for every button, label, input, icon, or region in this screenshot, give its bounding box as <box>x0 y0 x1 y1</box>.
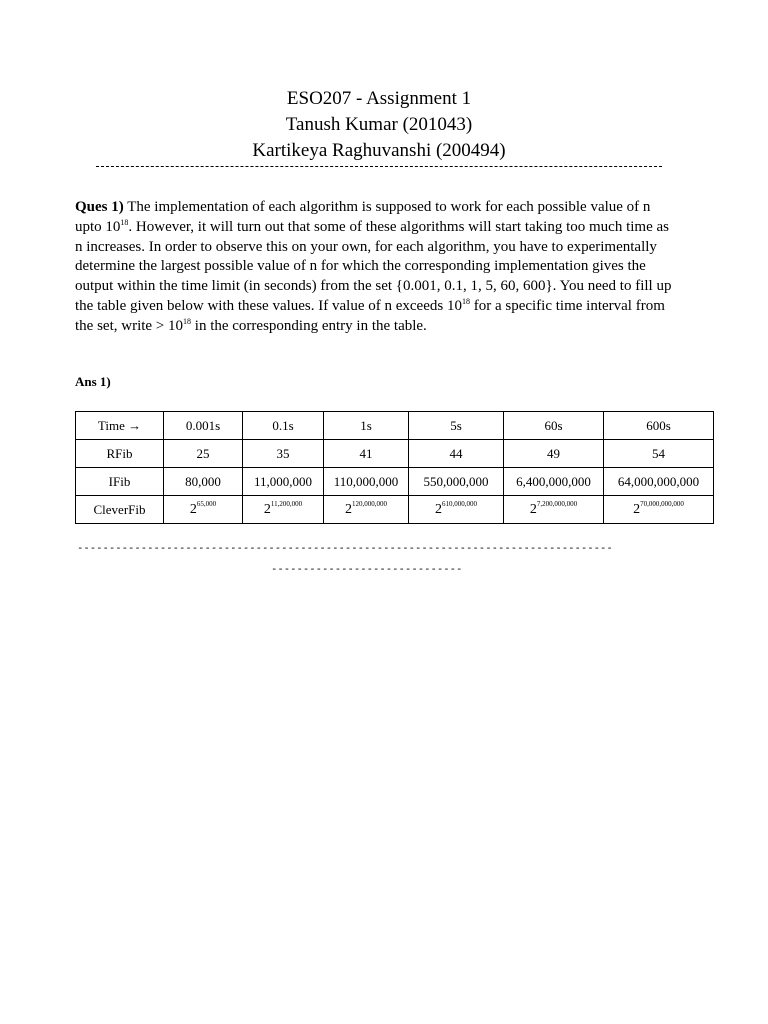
power-base: 2 <box>435 501 442 517</box>
power-base: 2 <box>529 501 537 517</box>
title-divider <box>96 166 662 167</box>
power-base: 2 <box>345 501 352 517</box>
table-header-row <box>76 412 714 440</box>
title-block <box>0 86 758 164</box>
table-cell: 600s <box>604 412 714 440</box>
question-paragraph <box>75 198 680 337</box>
results-table <box>75 411 714 524</box>
table-cell <box>324 496 409 524</box>
table-cell: 0.001s <box>164 412 243 440</box>
question-text-1: The implementation of each algorithm is supposed to work for each possible value of n upto 10 <box>75 199 651 235</box>
table-cell: 80,000 <box>164 468 243 496</box>
author-2: Kartikeya Raghuvanshi (200494) <box>252 140 506 161</box>
table-cell: 25 <box>164 440 243 468</box>
question-text-4: in the corresponding entry in the table. <box>191 317 427 334</box>
table-row <box>76 496 714 524</box>
end-divider-continued: ------------------------------ <box>271 563 463 575</box>
exponent: 120,000,000 <box>352 499 387 508</box>
exponent: 610,000,000 <box>442 499 477 508</box>
table-cell: Time → <box>76 412 164 440</box>
table-cell <box>604 496 714 524</box>
table-cell: 44 <box>409 440 504 468</box>
table-cell: 6,400,000,000 <box>504 468 604 496</box>
table-cell <box>409 496 504 524</box>
table-cell: 550,000,000 <box>409 468 504 496</box>
exponent: 7,200,000,000 <box>536 499 578 508</box>
table-cell: 11,000,000 <box>243 468 324 496</box>
table-cell: 49 <box>504 440 604 468</box>
power-base: 2 <box>189 501 197 517</box>
table-row <box>76 440 714 468</box>
table-cell: 64,000,000,000 <box>604 468 714 496</box>
exponent: 18 <box>120 217 129 227</box>
exponent: 65,000 <box>196 499 217 508</box>
table-cell: 60s <box>504 412 604 440</box>
author-1: Tanush Kumar (201043) <box>285 114 473 135</box>
table-cell: RFib <box>76 440 164 468</box>
table-cell: 1s <box>324 412 409 440</box>
question-text-2: . However, it will turn out that some of these algorithms will start taking too much time as n increases. In order to observe this on your own, for each algorithm, you have to experimentally determine the largest possible value of n for which the corresponding implementation gives the output within the time limit (in seconds) from the set {0.001, 0.1, 1, 5, 60, 600}. You need to fill up the table given below with these values. If value of n exceeds 10 <box>75 218 672 314</box>
table-cell: 0.1s <box>243 412 324 440</box>
question-text-3: for a specific time interval from the set, write > 10 <box>75 297 665 334</box>
table-cell: 41 <box>324 440 409 468</box>
table-cell <box>243 496 324 524</box>
question-label: Ques 1) <box>75 199 124 215</box>
table-cell <box>164 496 243 524</box>
table-cell: 110,000,000 <box>324 468 409 496</box>
exponent: 11,200,000 <box>270 499 303 508</box>
table-cell: 35 <box>243 440 324 468</box>
table-cell: CleverFib <box>76 496 164 524</box>
exponent: 18 <box>461 296 470 306</box>
power-base: 2 <box>633 501 641 517</box>
assignment-title: ESO207 - Assignment 1 <box>286 88 472 109</box>
exponent: 70,000,000,000 <box>640 499 684 508</box>
table-cell <box>504 496 604 524</box>
table-cell: 5s <box>409 412 504 440</box>
end-divider: ------------------------------------------------------------------------------------ <box>77 542 613 554</box>
table-cell: 54 <box>604 440 714 468</box>
exponent: 18 <box>183 316 192 326</box>
power-base: 2 <box>263 501 271 517</box>
answer-label: Ans 1) <box>75 374 111 389</box>
table-row <box>76 468 714 496</box>
table-cell: IFib <box>76 468 164 496</box>
